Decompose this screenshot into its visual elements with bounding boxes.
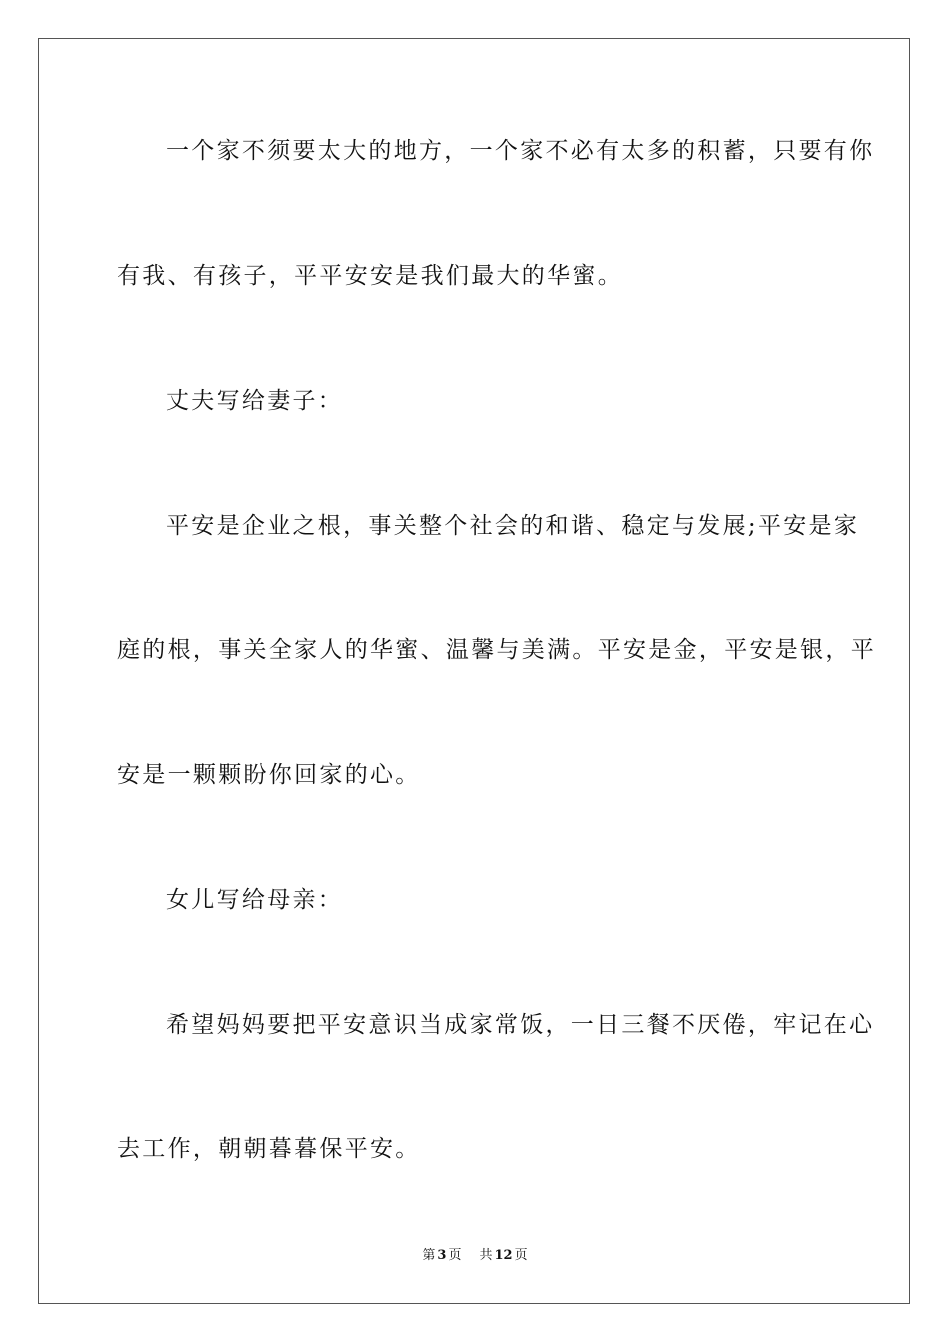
total-prefix: 共 bbox=[479, 1248, 493, 1263]
paragraph-3-line-1: 希望妈妈要把平安意识当成家常饭，一日三餐不厌倦，牢记在心 bbox=[166, 1012, 875, 1038]
page-number: 3 bbox=[437, 1248, 447, 1263]
heading-daughter-to-mother: 女儿写给母亲： bbox=[166, 887, 344, 913]
paragraph-2-line-2: 庭的根，事关全家人的华蜜、温馨与美满。平安是金，平安是银，平 bbox=[117, 637, 876, 663]
paragraph-2-line-1: 平安是企业之根，事关整个社会的和谐、稳定与发展;平安是家 bbox=[166, 513, 860, 539]
heading-husband-to-wife: 丈夫写给妻子： bbox=[166, 388, 344, 414]
page-border bbox=[38, 38, 910, 1304]
paragraph-1-line-2: 有我、有孩子，平平安安是我们最大的华蜜。 bbox=[117, 263, 623, 289]
paragraph-2-line-3: 安是一颗颗盼你回家的心。 bbox=[117, 762, 421, 788]
page-footer bbox=[0, 1248, 950, 1264]
paragraph-1-line-1: 一个家不须要太大的地方，一个家不必有太多的积蓄，只要有你 bbox=[166, 138, 875, 164]
total-pages: 12 bbox=[494, 1248, 513, 1263]
page-suffix: 页 bbox=[448, 1248, 462, 1263]
page-prefix: 第 bbox=[422, 1248, 436, 1263]
total-suffix: 页 bbox=[514, 1248, 528, 1263]
paragraph-3-line-2: 去工作，朝朝暮暮保平安。 bbox=[117, 1136, 421, 1162]
